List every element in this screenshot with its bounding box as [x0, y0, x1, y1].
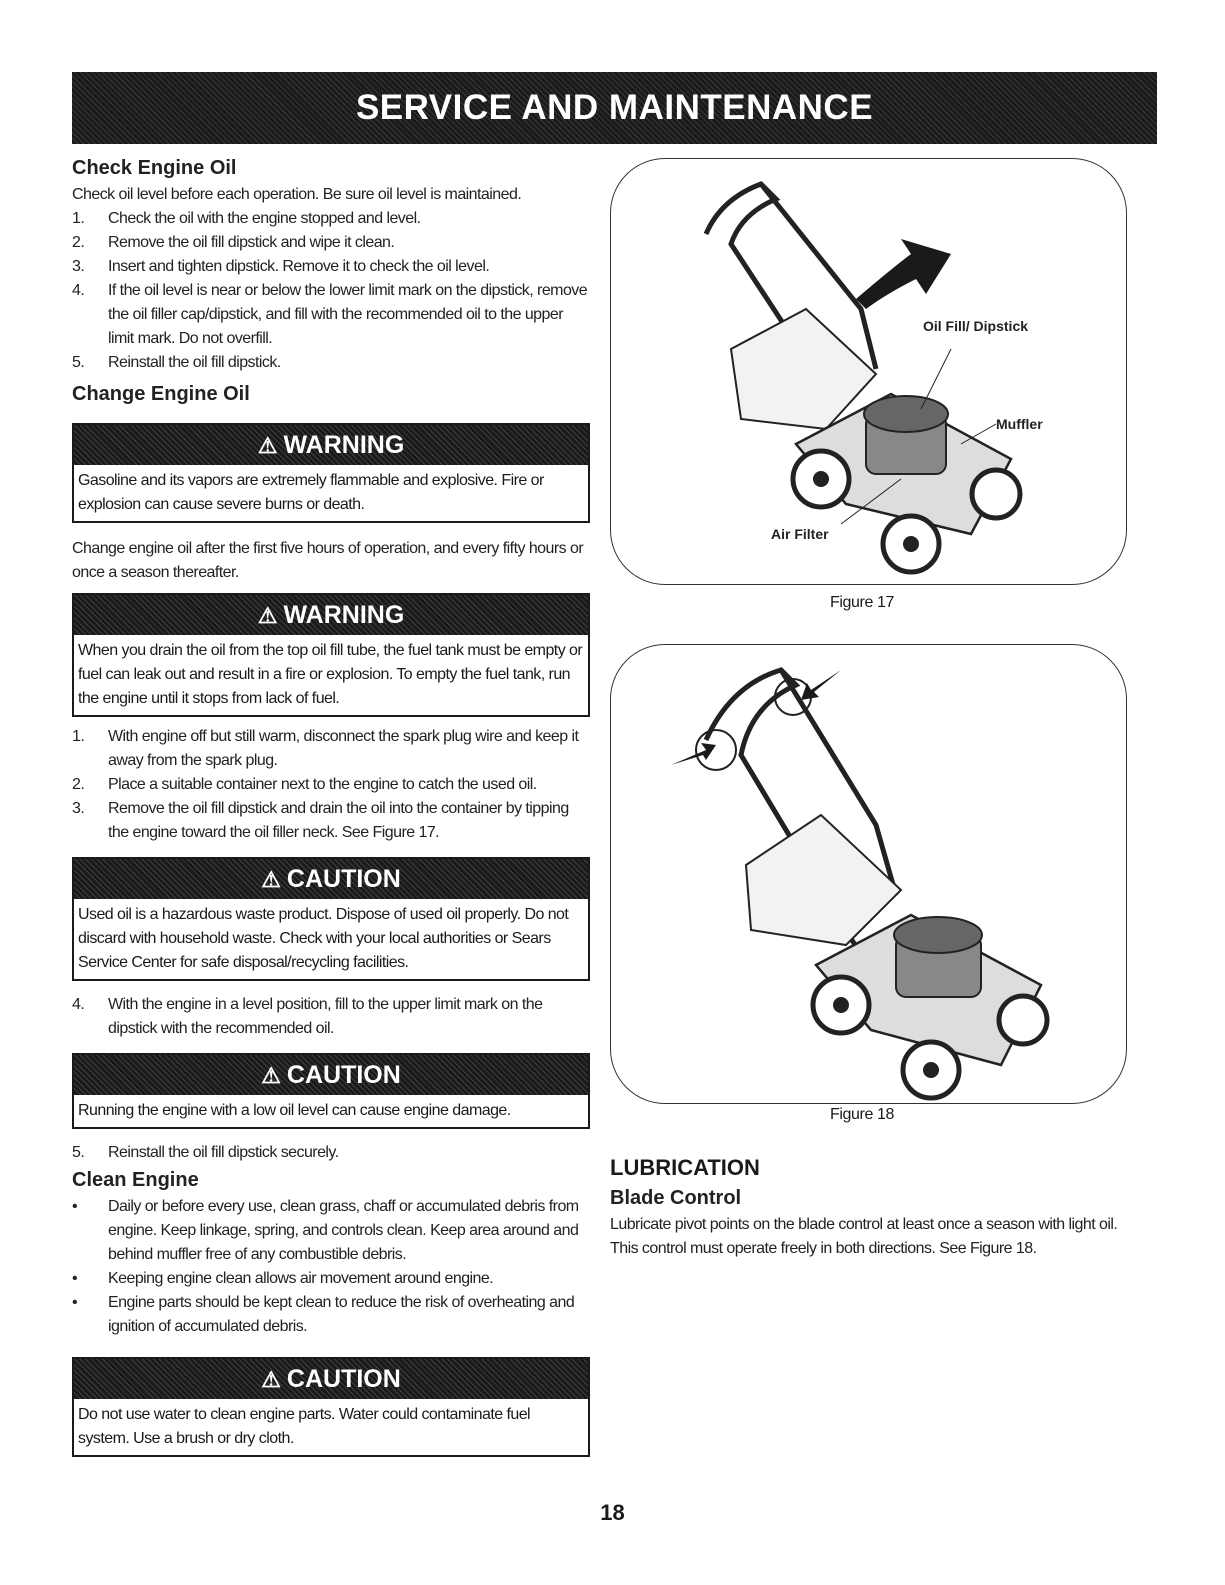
warning-box — [72, 593, 590, 717]
step-text: Remove the oil fill dipstick and wipe it clean. — [108, 234, 395, 251]
arrow-icon — [671, 743, 716, 765]
page-banner: SERVICE AND MAINTENANCE — [72, 72, 1157, 144]
warning-title: WARNING — [283, 431, 405, 459]
step-text: Insert and tighten dipstick. Remove it to check the oil level. — [108, 258, 490, 275]
heading-blade-control: Blade Control — [610, 1187, 742, 1209]
figure-18-caption: Figure 18 — [830, 1106, 894, 1123]
caution-box — [72, 1053, 590, 1129]
heading-change-engine-oil: Change Engine Oil — [72, 383, 250, 405]
curved-arrow-icon — [856, 239, 951, 309]
bullet: • — [72, 1270, 78, 1287]
alert-icon: ⚠ — [257, 433, 278, 458]
label-muffler: Muffler — [996, 416, 1043, 432]
change-oil-step-5 — [72, 1141, 590, 1165]
bullet-text: Daily or before every use, clean grass, chaff or accumulated debris from engine. Keep linkage, spring, and controls clean. Keep area around and behind muffler free of any combustible debris. — [108, 1198, 579, 1263]
caution-title: CAUTION — [286, 1061, 401, 1089]
caution-title: CAUTION — [286, 1365, 401, 1393]
heading-lubrication: LUBRICATION — [610, 1155, 760, 1180]
caution-title-bar — [74, 1359, 588, 1399]
step-number: 4. — [72, 282, 85, 299]
figure-18-illustration — [611, 645, 1126, 1103]
step-text: Remove the oil fill dipstick and drain the oil into the container by tipping the engine toward the oil filler neck. See Figure 17. — [108, 800, 569, 841]
alert-icon: ⚠ — [261, 1063, 281, 1088]
list-item — [72, 1267, 590, 1291]
alert-icon: ⚠ — [261, 1367, 281, 1392]
step-number: 4. — [72, 996, 85, 1013]
warning-title: WARNING — [283, 601, 405, 629]
bullet-text: Engine parts should be kept clean to reduce the risk of overheating and ignition of accumulated debris. — [108, 1294, 575, 1335]
step-text: If the oil level is near or below the lower limit mark on the dipstick, remove the oil filler cap/dipstick, and fill with the recommended oil to the upper limit mark. Do not overfill. — [108, 282, 588, 347]
change-oil-step-4 — [72, 993, 590, 1041]
step-text: Reinstall the oil fill dipstick. — [108, 354, 281, 371]
warning-title-bar — [74, 595, 588, 635]
change-oil-paragraph: Change engine oil after the first five hours of operation, and every fifty hours or once a season thereafter. — [72, 540, 584, 581]
step-number: 1. — [72, 210, 85, 227]
list-item — [72, 725, 590, 773]
list-item — [72, 797, 590, 845]
heading-clean-engine: Clean Engine — [72, 1169, 199, 1191]
figure-17-caption: Figure 17 — [830, 594, 894, 611]
step-text: With the engine in a level position, fill to the upper limit mark on the dipstick with the recommended oil. — [108, 996, 543, 1037]
warning-box — [72, 423, 590, 523]
bullet: • — [72, 1198, 78, 1215]
bullet-text: Keeping engine clean allows air movement around engine. — [108, 1270, 494, 1287]
caution-box — [72, 857, 590, 981]
list-item — [72, 1195, 590, 1267]
list-item — [72, 993, 590, 1041]
check-oil-intro: Check oil level before each operation. Be sure oil level is maintained. — [72, 186, 522, 203]
lubrication-section — [610, 1153, 1125, 1261]
caution-box — [72, 1357, 590, 1457]
step-text: Reinstall the oil fill dipstick securely. — [108, 1144, 339, 1161]
list-item — [72, 279, 590, 351]
bullet: • — [72, 1294, 78, 1311]
step-number: 5. — [72, 354, 85, 371]
list-item — [72, 773, 590, 797]
left-column — [72, 153, 590, 1465]
label-oil-fill-dipstick: Oil Fill/ Dipstick — [923, 318, 1029, 334]
list-item — [72, 207, 590, 231]
step-text: Place a suitable container next to the engine to catch the used oil. — [108, 776, 537, 793]
alert-icon: ⚠ — [261, 867, 281, 892]
lubrication-text: Lubricate pivot points on the blade control at least once a season with light oil. This control must operate freely in both directions. See Figure 18. — [610, 1216, 1118, 1257]
caution-text: Running the engine with a low oil level can cause engine damage. — [78, 1102, 511, 1119]
caution-title: CAUTION — [286, 865, 401, 893]
step-number: 2. — [72, 234, 85, 251]
caution-title-bar — [74, 859, 588, 899]
step-number: 3. — [72, 258, 85, 275]
clean-engine-bullets — [72, 1195, 590, 1339]
list-item — [72, 231, 590, 255]
arrow-icon — [801, 670, 841, 700]
figure-17-frame — [610, 158, 1127, 585]
warning-title-bar — [74, 425, 588, 465]
step-number: 2. — [72, 776, 85, 793]
warning-text: When you drain the oil from the top oil fill tube, the fuel tank must be empty or fuel can leak out and result in a fire or explosion. To empty the fuel tank, run the engine until it stops from lack of fuel. — [78, 642, 583, 707]
list-item — [72, 1291, 590, 1339]
list-item — [72, 255, 590, 279]
label-air-filter: Air Filter — [771, 526, 829, 542]
caution-text: Used oil is a hazardous waste product. Dispose of used oil properly. Do not discard with household waste. Check with your local authorities or Sears Service Center for safe disposal/recycling facilities. — [78, 906, 569, 971]
heading-check-engine-oil: Check Engine Oil — [72, 157, 237, 179]
step-text: Check the oil with the engine stopped and level. — [108, 210, 421, 227]
step-number: 5. — [72, 1144, 85, 1161]
caution-text: Do not use water to clean engine parts. Water could contaminate fuel system. Use a brush or dry cloth. — [78, 1406, 531, 1447]
alert-icon: ⚠ — [257, 603, 278, 628]
figure-17-illustration — [611, 159, 1126, 584]
list-item — [72, 1141, 590, 1165]
step-number: 3. — [72, 800, 85, 817]
step-text: With engine off but still warm, disconnect the spark plug wire and keep it away from the spark plug. — [108, 728, 579, 769]
list-item — [72, 351, 590, 375]
check-oil-steps — [72, 207, 590, 375]
step-number: 1. — [72, 728, 85, 745]
page-number: 18 — [600, 1500, 625, 1525]
figure-18-frame — [610, 644, 1127, 1104]
caution-title-bar — [74, 1055, 588, 1095]
warning-text: Gasoline and its vapors are extremely flammable and explosive. Fire or explosion can cause severe burns or death. — [78, 472, 544, 513]
change-oil-steps — [72, 725, 590, 845]
